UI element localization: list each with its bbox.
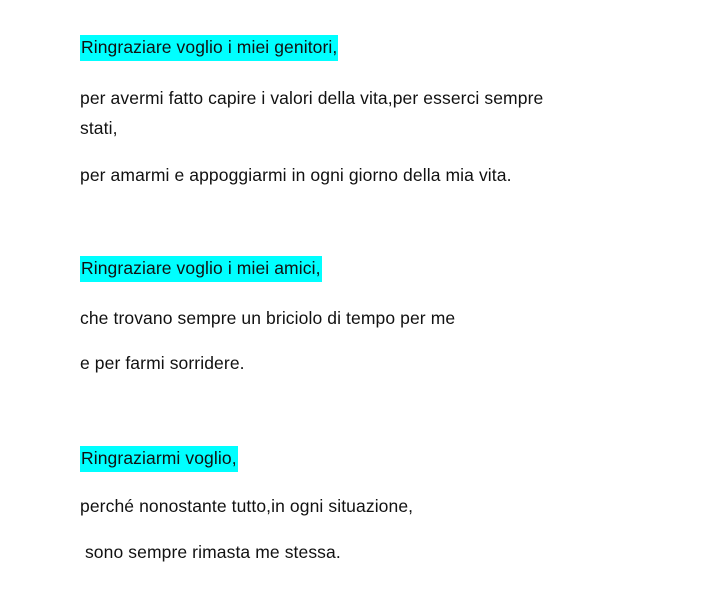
stanza-3-line: sono sempre rimasta me stessa. <box>80 542 341 562</box>
stanza-1-line: per amarmi e appoggiarmi in ogni giorno della mia vita. <box>80 165 512 185</box>
highlighted-heading-text: Ringraziarmi voglio, <box>80 446 238 472</box>
highlighted-heading-text: Ringraziare voglio i miei amici, <box>80 256 322 282</box>
stanza-1-line: per avermi fatto capire i valori della vita,per esserci sempre <box>80 88 544 108</box>
stanza-1-line: stati, <box>80 118 118 138</box>
highlighted-heading-text: Ringraziare voglio i miei genitori, <box>80 35 338 61</box>
stanza-2-heading <box>80 256 322 280</box>
stanza-3-heading <box>80 446 238 470</box>
stanza-1-heading <box>80 35 338 59</box>
stanza-2-line: e per farmi sorridere. <box>80 353 245 373</box>
stanza-3-line: perché nonostante tutto,in ogni situazione, <box>80 496 414 516</box>
stanza-2-line: che trovano sempre un briciolo di tempo per me <box>80 308 456 328</box>
